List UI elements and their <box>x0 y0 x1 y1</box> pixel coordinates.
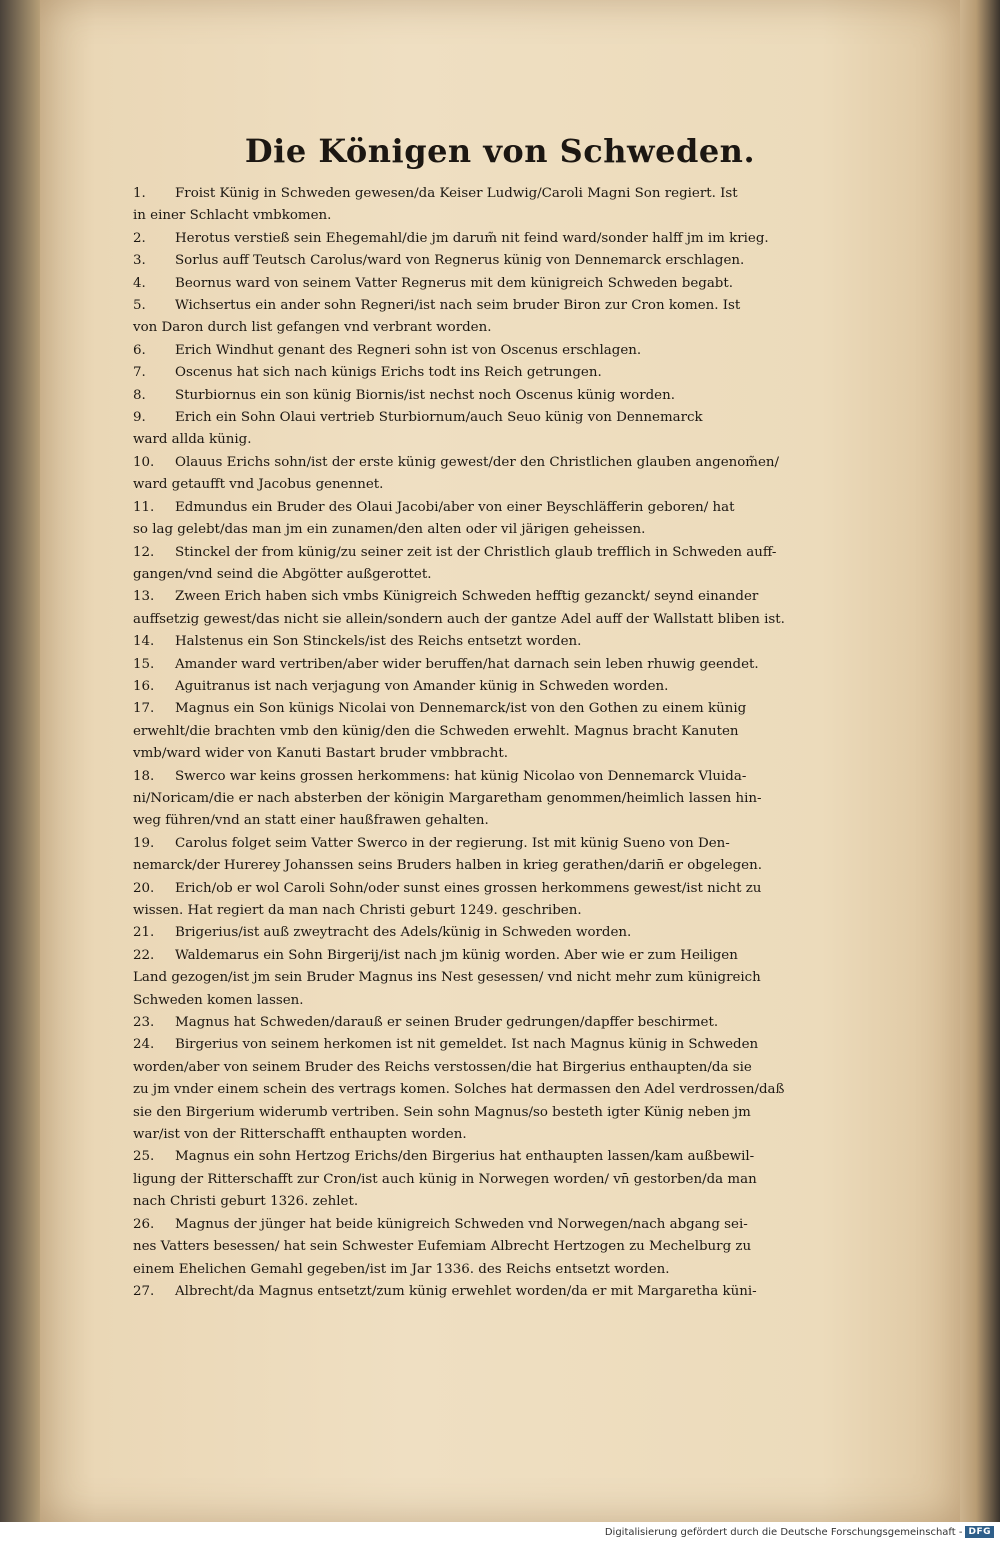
entry-line <box>133 407 850 429</box>
entry-text: Land gezogen/ist jm sein Bruder Magnus ins Nest gesessen/ vnd nicht mehr zum künigreich <box>133 970 761 986</box>
entry-line <box>133 990 850 1012</box>
entry-number: 26. <box>133 1216 155 1232</box>
book-spine <box>0 0 40 1522</box>
entry-text: von Daron durch list gefangen vnd verbrant worden. <box>133 320 492 336</box>
entry-text: weg führen/vnd an statt einer haußfrawen gehalten. <box>133 813 489 829</box>
entry-line <box>133 317 850 339</box>
entry-line <box>133 743 850 765</box>
entry-text: Carolus folget seim Vatter Swerco in der regierung. Ist mit künig Sueno von Den- <box>175 835 730 851</box>
entry-line <box>133 429 850 451</box>
entry-text: nes Vatters besessen/ hat sein Schwester Eufemiam Albrecht Hertzogen zu Mechelburg zu <box>133 1239 752 1255</box>
entry-text: sie den Birgerium widerumb vertriben. Sein sohn Magnus/so besteth igter Künig neben jm <box>133 1104 751 1120</box>
entry-text: Erich Windhut genant des Regneri sohn ist von Oscenus erschlagen. <box>175 342 642 358</box>
entry-line <box>133 1214 850 1236</box>
entry-line <box>133 609 850 631</box>
entry-number: 3. <box>133 253 146 269</box>
entry-line <box>133 698 850 720</box>
entry-text: erwehlt/die brachten vmb den künig/den die Schweden erwehlt. Magnus bracht Kanuten <box>133 723 739 739</box>
entry-number: 5. <box>133 298 146 314</box>
entry-line <box>133 497 850 519</box>
entry-text: in einer Schlacht vmbkomen. <box>133 208 332 224</box>
entry-line <box>133 474 850 496</box>
entry-text: wissen. Hat regiert da man nach Christi geburt 1249. geschriben. <box>133 903 582 918</box>
entry-text: Edmundus ein Bruder des Olaui Jacobi/aber von einer Beyschläfferin geboren/ hat <box>175 499 735 515</box>
entry-line <box>133 228 850 250</box>
entry-number: 12. <box>133 544 155 560</box>
entry-line <box>133 721 850 743</box>
page-title: Die Königen von Schweden. <box>244 132 756 170</box>
entry-line <box>133 1102 850 1124</box>
entry-text: Erich/ob er wol Caroli Sohn/oder sunst eines grossen herkommens gewest/ist nicht zu <box>175 880 762 896</box>
entry-number: 25. <box>133 1149 155 1165</box>
entry-line <box>133 452 850 474</box>
entry-line <box>133 1281 850 1303</box>
entry-line <box>133 385 850 407</box>
entry-text: Olauus Erichs sohn/ist der erste künig gewest/der den Christlichen glauben angenom̃en/ <box>175 454 780 470</box>
entry-line <box>133 205 850 227</box>
entry-line <box>133 810 850 832</box>
entry-line <box>133 788 850 810</box>
entry-text: nach Christi geburt 1326. zehlet. <box>133 1194 359 1210</box>
entry-line <box>133 900 850 922</box>
entry-text: ward getaufft vnd Jacobus genennet. <box>133 477 384 493</box>
entry-line <box>133 340 850 362</box>
entry-text: Froist Künig in Schweden gewesen/da Keiser Ludwig/Caroli Magni Son regiert. Ist <box>175 186 738 201</box>
entry-line <box>133 654 850 676</box>
entry-line <box>133 273 850 295</box>
entry-text: ligung der Ritterschafft zur Cron/ist auch künig in Norwegen worden/ vn̄ gestorben/da man <box>133 1171 757 1187</box>
entry-text: so lag gelebt/das man jm ein zunamen/den alten oder vil järigen geheissen. <box>133 522 646 538</box>
entry-text: war/ist von der Ritterschafft enthaupten worden. <box>133 1127 467 1143</box>
entry-number: 17. <box>133 701 155 717</box>
entry-text: Magnus hat Schweden/darauß er seinen Bruder gedrungen/dapffer beschirmet. <box>175 1015 719 1031</box>
entry-text: Sturbiornus ein son künig Biornis/ist nechst noch Oscenus künig worden. <box>175 387 675 403</box>
entry-text: Erich ein Sohn Olaui vertrieb Sturbiornum/auch Seuo künig von Dennemarck <box>175 410 703 426</box>
entry-text: ward allda künig. <box>133 432 252 448</box>
entry-text: Stinckel der from künig/zu seiner zeit ist der Christlich glaub trefflich in Schweden auff- <box>175 544 777 560</box>
entry-number: 22. <box>133 947 155 963</box>
entry-text: gangen/vnd seind die Abgötter außgerottet. <box>133 566 432 582</box>
entry-number: 19. <box>133 835 155 851</box>
entry-number: 27. <box>133 1283 155 1299</box>
entry-text: Sorlus auff Teutsch Carolus/ward von Regnerus künig von Dennemarck erschlagen. <box>175 253 745 269</box>
entry-line <box>133 1169 850 1191</box>
entry-text: Magnus ein sohn Hertzog Erichs/den Birgerius hat enthaupten lassen/kam außbewil- <box>175 1149 755 1165</box>
entry-text: Zween Erich haben sich vmbs Künigreich Schweden hefftig gezanckt/ seynd einander <box>175 589 759 605</box>
entry-number: 23. <box>133 1015 155 1031</box>
entry-line <box>133 878 850 900</box>
entry-line <box>133 295 850 317</box>
entry-number: 21. <box>133 925 155 941</box>
entry-text: einem Ehelichen Gemahl gegeben/ist im Jar 1336. des Reichs entsetzt worden. <box>133 1261 670 1277</box>
footer-credit-bar <box>0 1522 1000 1542</box>
entry-line <box>133 1124 850 1146</box>
entry-text: Swerco war keins grossen herkommens: hat künig Nicolao von Dennemarck Vluida- <box>175 768 747 784</box>
entry-line <box>133 564 850 586</box>
entry-text: worden/aber von seinem Bruder des Reichs verstossen/die hat Birgerius enthaupten/da sie <box>133 1059 752 1075</box>
entry-number: 13. <box>133 589 155 605</box>
entry-number: 8. <box>133 387 146 403</box>
entry-text: Waldemarus ein Sohn Birgerij/ist nach jm künig worden. Aber wie er zum Heiligen <box>175 947 738 963</box>
entry-number: 18. <box>133 768 155 784</box>
entry-line <box>133 1259 850 1281</box>
footer-credit-text: Digitalisierung gefördert durch die Deutsche Forschungsgemeinschaft - <box>604 1526 963 1538</box>
entry-text: Beornus ward von seinem Vatter Regnerus mit dem künigreich Schweden begabt. <box>175 275 734 291</box>
entry-text: Aguitranus ist nach verjagung von Amander künig in Schweden worden. <box>175 678 669 694</box>
entry-line <box>133 1034 850 1056</box>
entry-line <box>133 833 850 855</box>
entry-text: nemarck/der Hurerey Johanssen seins Bruders halben in krieg gerathen/darin̄ er obgelegen. <box>133 858 762 874</box>
entry-line <box>133 631 850 653</box>
entry-line <box>133 1236 850 1258</box>
entry-line <box>133 519 850 541</box>
entry-number: 4. <box>133 275 146 291</box>
entry-number: 24. <box>133 1037 155 1053</box>
entry-text: Brigerius/ist auß zweytracht des Adels/künig in Schweden worden. <box>175 925 632 941</box>
entry-line <box>133 1012 850 1034</box>
entry-number: 16. <box>133 678 155 694</box>
entry-line <box>133 945 850 967</box>
entry-line <box>133 542 850 564</box>
entry-text: auffsetzig gewest/das nicht sie allein/sondern auch der gantze Adel auff der Wallstatt bliben ist. <box>133 611 785 627</box>
entry-line <box>133 250 850 272</box>
entry-text: zu jm vnder einem schein des vertrags komen. Solches hat dermassen den Adel verdrossen/daß <box>133 1082 785 1098</box>
entry-line <box>133 967 850 989</box>
entry-text: Magnus ein Son künigs Nicolai von Dennemarck/ist von den Gothen zu einem künig <box>175 701 747 717</box>
entry-text: Schweden komen lassen. <box>133 992 304 1008</box>
entry-line <box>133 1057 850 1079</box>
entry-text: Amander ward vertriben/aber wider beruffen/hat darnach sein leben rhuwig geendet. <box>175 656 759 672</box>
entry-number: 11. <box>133 499 155 515</box>
entry-number: 7. <box>133 365 146 381</box>
entry-text: ni/Noricam/die er nach absterben der königin Margaretham genommen/heimlich lassen hin- <box>133 790 762 806</box>
entry-number: 15. <box>133 656 155 672</box>
entry-number: 10. <box>133 454 155 470</box>
entry-number: 9. <box>133 410 146 426</box>
entry-text: Magnus der jünger hat beide künigreich Schweden vnd Norwegen/nach abgang sei- <box>175 1216 748 1232</box>
entry-text: Albrecht/da Magnus entsetzt/zum künig erwehlet worden/da er mit Margaretha küni- <box>175 1283 757 1299</box>
entry-text: Halstenus ein Son Stinckels/ist des Reichs entsetzt worden. <box>175 634 582 650</box>
entry-line <box>133 183 850 205</box>
entry-line <box>133 586 850 608</box>
dfg-logo: DFG <box>965 1526 994 1538</box>
page-edge <box>960 0 1000 1522</box>
entry-line <box>133 1146 850 1168</box>
entry-line <box>133 855 850 877</box>
entry-line <box>133 1191 850 1213</box>
entry-line <box>133 676 850 698</box>
entry-line <box>133 1079 850 1101</box>
entry-list <box>133 183 850 1303</box>
entry-line <box>133 362 850 384</box>
entry-text: Birgerius von seinem herkomen ist nit gemeldet. Ist nach Magnus künig in Schweden <box>175 1037 759 1053</box>
entry-text: Wichsertus ein ander sohn Regneri/ist nach seim bruder Biron zur Cron komen. Ist <box>175 298 741 314</box>
entry-number: 6. <box>133 342 146 358</box>
entry-line <box>133 766 850 788</box>
entry-text: Herotus verstieß sein Ehegemahl/die jm darum̃ nit feind ward/sonder halff jm im krieg. <box>175 230 769 246</box>
entry-number: 1. <box>133 186 146 201</box>
entry-text: vmb/ward wider von Kanuti Bastart bruder vmbbracht. <box>133 746 508 762</box>
entry-number: 2. <box>133 230 146 246</box>
entry-number: 14. <box>133 634 155 650</box>
entry-line <box>133 922 850 944</box>
entry-text: Oscenus hat sich nach künigs Erichs todt ins Reich getrungen. <box>175 365 602 381</box>
entry-number: 20. <box>133 880 155 896</box>
